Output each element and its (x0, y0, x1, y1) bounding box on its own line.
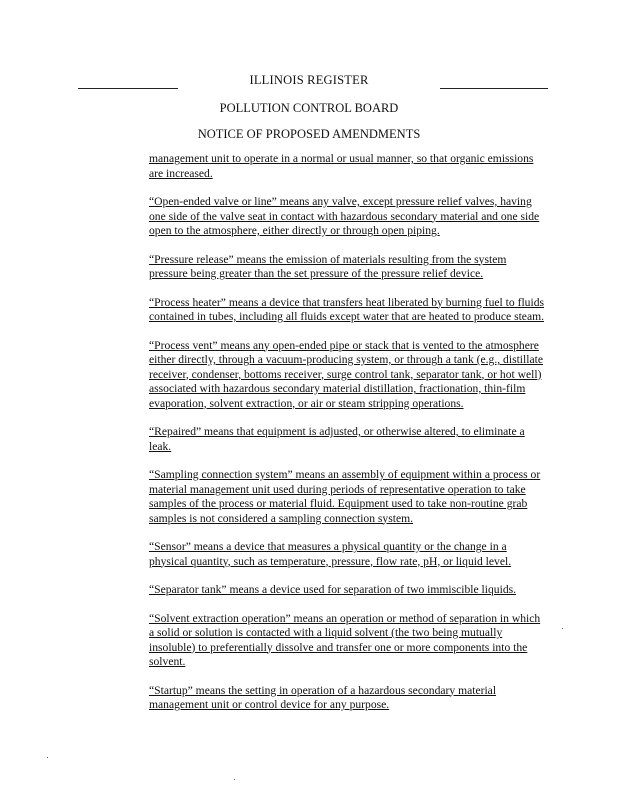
header-rule-left (78, 88, 178, 89)
board-title: POLLUTION CONTROL BOARD (219, 101, 399, 115)
definition-sampling-connection-system: “Sampling connection system” means an assembly of equipment within a process or material management unit used during periods of representative operation to take samples of the process or material fluid. Equipment used to take non-routine grab samples is not considered a sampling connection system. (149, 468, 541, 525)
definition-process-vent: “Process vent” means any open-ended pipe or stack that is vented to the atmosphere either directly, through a vacuum-producing system, or through a tank (e.g., distillate receiver, condenser, bottoms receiver, surge control tank, separator tank, or hot well) associated with hazardous secondary material distillation, fractionation, thin-film evaporation, solvent extraction, or air or steam stripping operations. (149, 338, 543, 410)
header-rule-right (440, 88, 548, 89)
notice-title: NOTICE OF PROPOSED AMENDMENTS (197, 127, 421, 141)
definition-pressure-release: “Pressure release” means the emission of materials resulting from the system pressure being greater than the set pressure of the pressure relief device. (149, 252, 507, 280)
scan-speck (562, 628, 563, 629)
definition-sensor: “Sensor” means a device that measures a physical quantity or the change in a physical quantity, such as temperature, pressure, flow rate, pH, or liquid level. (149, 540, 512, 568)
definition-separator-tank: “Separator tank” means a device used for separation of two immiscible liquids. (149, 583, 517, 596)
scan-speck (234, 779, 235, 780)
register-title: ILLINOIS REGISTER (249, 73, 369, 87)
scan-speck (47, 757, 48, 758)
definition-startup: “Startup” means the setting in operation of a hazardous secondary material management unit or control device for any purpose. (149, 683, 497, 711)
definition-solvent-extraction: “Solvent extraction operation” means an operation or method of separation in which a solid or solution is contacted with a liquid solvent (the two being mutually insoluble) to preferentially dissolve and transfer one or more components into the solvent. (149, 611, 541, 668)
body-text (149, 152, 546, 727)
definition-repaired: “Repaired” means that equipment is adjusted, or otherwise altered, to eliminate a leak. (149, 425, 525, 453)
paragraph-continued: management unit to operate in a normal or usual manner, so that organic emissions are increased. (149, 152, 534, 180)
definition-open-ended-valve: “Open-ended valve or line” means any valve, except pressure relief valves, having one side of the valve seat in contact with hazardous secondary material and one side open to the atmosphere, either directly or through open piping. (149, 195, 540, 237)
definition-process-heater: “Process heater” means a device that transfers heat liberated by burning fuel to fluids contained in tubes, including all fluids except water that are heated to produce steam. (149, 295, 545, 323)
